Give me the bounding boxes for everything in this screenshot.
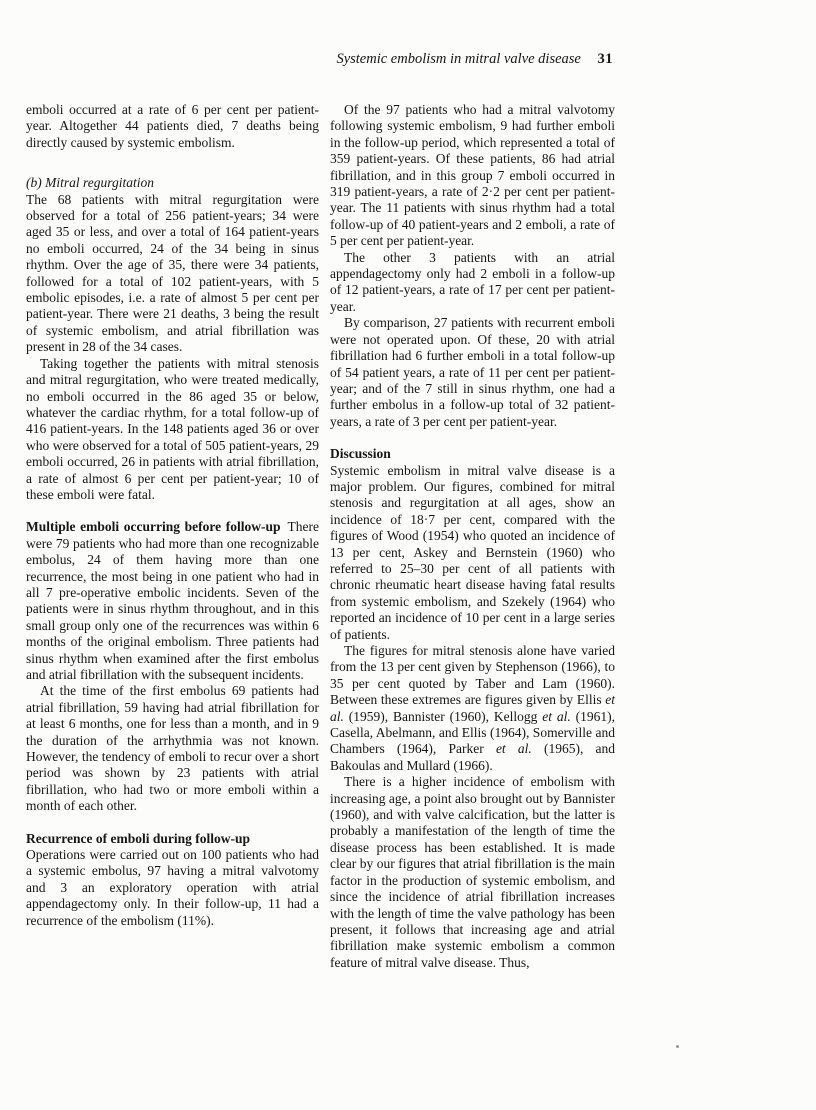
section-heading-discussion: Discussion [330,446,391,462]
paragraph-with-citations: The figures for mitral stenosis alone have varied from the 13 per cent given by Stephenson (1966), to 35 per cent quoted by Taber and Lam (1960). Between these extremes are figures given by Ellis et al. (1959), Bannister (1960), Kellogg et al. (1961), Casella, Abelmann, and Ellis (1964), Somerville and Chambers (1964), Parker et al. (1965), and Bakoulas and Mullard (1966). [330,643,616,773]
section-heading-multiple-emboli: Multiple emboli occurring before follow-up [26,519,281,535]
running-head [336,51,613,68]
page-number: 31 [597,51,613,67]
paragraph: Systemic embolism in mitral valve disease is a major problem. Our figures, combined for mitral stenosis and regurgitation at all ages, show an incidence of 18·7 per cent, compared with the figures of Wood (1954) who quoted an incidence of 13 per cent, Askey and Bernstein (1960) who referred to 25–30 per cent of all patients with chronic rheumatic heart disease having fatal results from systemic embolism, and Szekely (1964) who reported an incidence of 10 per cent in a large series of patients. [330,462,615,642]
scan-speckle [676,1045,679,1048]
paragraph: Taking together the patients with mitral stenosis and mitral regurgitation, who were treated medically, no emboli occurred in the 86 aged 35 or below, whatever the cardiac rhythm, for a total follow-up of 416 patient-years. In the 148 patients aged 36 or over who were observed for a total of 505 patient-years, 29 emboli occurred, 26 in patients with atrial fibrillation, a rate of almost 6 per cent per patient-year; 10 of these emboli were fatal. [26,355,319,502]
paragraph: The 68 patients with mitral regurgitation were observed for a total of 256 patient-years; 34 were aged 35 or less, and over a total of 164 patient-years no emboli occurred, 24 of the 34 being in sinus rhythm. Over the age of 35, there were 34 patients, followed for a total of 102 patient-years, with 5 embolic episodes, i.e. a rate of almost 5 per cent per patient-year. There were 21 deaths, 3 being the result of systemic embolism, and atrial fibrillation was present in 28 of the 34 cases. [26,191,319,355]
left-column [26,102,319,929]
paragraph: By comparison, 27 patients with recurrent emboli were not operated upon. Of these, 20 with atrial fibrillation had 6 further emboli in a total follow-up of 54 patient years, a rate of 11 per cent per patient-year; and of the 7 still in sinus rhythm, one had a further embolus in a follow-up total of 32 patient-years, a rate of 3 per cent per patient-year. [330,315,615,429]
paragraph: There is a higher incidence of embolism with increasing age, a point also brought out by Bannister (1960), and with valve calcification, but the latter is probably a manifestation of the length of time the disease process has been established. It is made clear by our figures that atrial fibrillation is the main factor in the production of systemic embolism, and since the incidence of atrial fibrillation increases with the length of time the valve pathology has been present, it follows that increasing age and atrial fibrillation make systemic embolism a common feature of mitral valve disease. Thus, [330,774,615,970]
paragraph: At the time of the first embolus 69 patients had atrial fibrillation, 59 having had atrial fibrillation for at least 6 months, one for less than a month, and in 9 the duration of the arrhythmia was not known. However, the tendency of emboli to recur over a short period was shown by 23 patients with atrial fibrillation, who had two or more emboli within a month of each other. [26,683,319,814]
section-heading-recurrence-of-emboli: Recurrence of emboli during follow-up [26,830,250,846]
running-head-title: Systemic embolism in mitral valve disease [336,51,581,67]
paragraph-continuation: emboli occurred at a rate of 6 per cent per patient-year. Altogether 44 patients died, 7 deaths being directly caused by systemic embolism. [26,102,319,150]
paragraph: Of the 97 patients who had a mitral valvotomy following systemic embolism, 9 had further emboli in the follow-up period, which represented a total of 359 patient-years. Of these patients, 86 had atrial fibrillation, and in this group 7 emboli occurred in 319 patient-years, a rate of 2·2 per cent per patient-year. The 11 patients with sinus rhythm had a total follow-up of 40 patient-years and 2 emboli, a rate of 5 per cent per patient-year. [330,102,615,249]
paragraph: Operations were carried out on 100 patients who had a systemic embolus, 97 having a mitral valvotomy and 3 an exploratory operation with atrial appendagectomy only. In their follow-up, 11 had a recurrence of the embolism (11%). [26,847,319,928]
paragraph: The other 3 patients with an atrial appendagectomy only had 2 emboli in a follow-up of 12 patient-years, a rate of 17 per cent per patient-year. [330,249,615,314]
paragraph-with-runin-heading [26,519,319,683]
right-column [330,102,615,971]
section-heading-mitral-regurgitation: (b) Mitral regurgitation [26,175,154,191]
paragraph-text: There were 79 patients who had more than one recognizable embolus, 24 of them having more than one recurrence, the most being in one patient who had in all 7 pre-operative embolic incidents. Seven of the patients were in sinus rhythm throughout, and in this small group only one of the recurrences was within 6 months of the original embolism. Three patients had sinus rhythm when examined after the first embolus and atrial fibrillation with the subsequent incidents. [26,519,319,682]
